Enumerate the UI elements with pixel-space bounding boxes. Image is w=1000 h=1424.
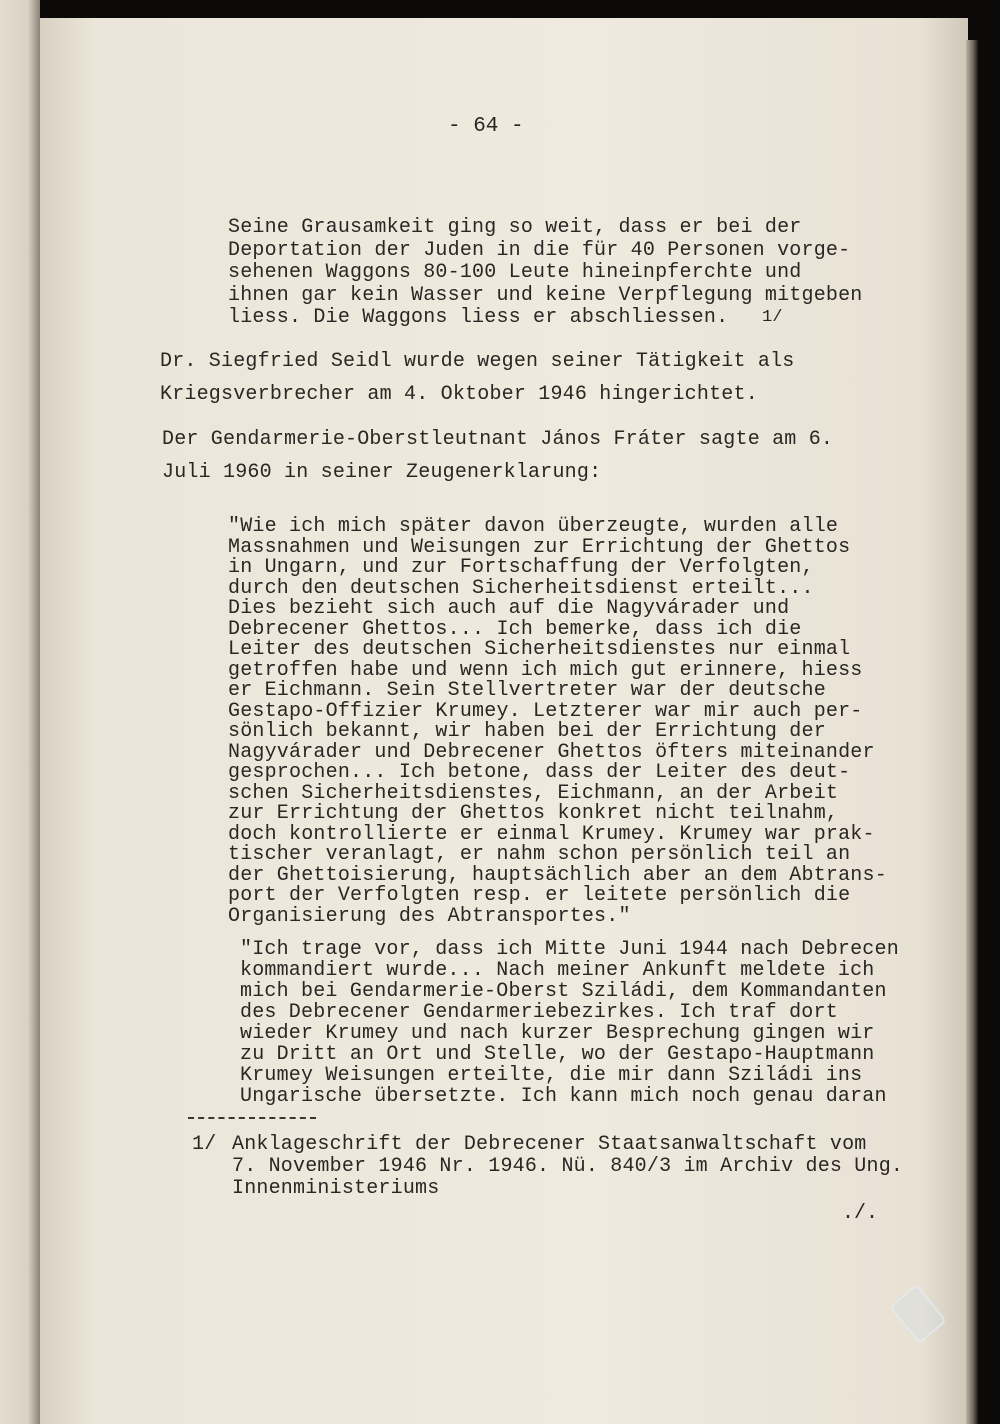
footnote-line: Innenministeriums [232, 1177, 440, 1200]
paragraph-line: Juli 1960 in seiner Zeugenerklarung: [162, 461, 602, 484]
quote-line: in Ungarn, und zur Fortschaffung der Verfolgten, [228, 556, 814, 579]
indented-paragraph-line: Seine Grausamkeit ging so weit, dass er bei der [228, 216, 802, 239]
paragraph-line: Dr. Siegfried Seidl wurde wegen seiner Tätigkeit als [160, 350, 795, 373]
indented-paragraph-line: Deportation der Juden in die für 40 Personen vorge- [228, 238, 851, 262]
quote-line: kommandiert wurde... Nach meiner Ankunft meldete ich [240, 959, 875, 982]
quote-line: Nagyvárader und Debrecener Ghettos öfters miteinander [228, 740, 875, 764]
footnote-line: Anklageschrift der Debrecener Staatsanwaltschaft vom [232, 1133, 867, 1156]
quote-line: der Ghettoisierung, hauptsächlich aber an dem Abtrans- [228, 863, 887, 887]
paragraph-line: Kriegsverbrecher am 4. Oktober 1946 hingerichtet. [160, 383, 758, 406]
quote-line: gesprochen... Ich betone, dass der Leiter des deut- [228, 761, 851, 784]
quote-line: "Ich trage vor, dass ich Mitte Juni 1944 nach Debrecen [240, 938, 899, 961]
indented-paragraph-line: sehenen Waggons 80-100 Leute hineinpferchte und [228, 261, 802, 284]
quote-line: Gestapo-Offizier Krumey. Letzterer war mir auch per- [228, 699, 863, 723]
quote-line: Leiter des deutschen Sicherheitsdienstes nur einmal [228, 638, 851, 661]
footnote-line: 7. November 1946 Nr. 1946. Nü. 840/3 im Archiv des Ung. [232, 1155, 904, 1178]
quote-line: Organisierung des Abtransportes." [228, 904, 631, 928]
adjacent-page-edge [0, 0, 40, 1424]
quote-line: er Eichmann. Sein Stellvertreter war der deutsche [228, 679, 826, 702]
quote-line: des Debrecener Gendarmeriebezirkes. Ich traf dort [240, 1001, 838, 1024]
quote-line: mich bei Gendarmerie-Oberst Sziládi, dem Kommandanten [240, 980, 887, 1003]
quote-line: zu Dritt an Ort und Stelle, wo der Gestapo-Hauptmann [240, 1043, 875, 1066]
quote-line: getroffen habe und wenn ich mich gut erinnere, hiess [228, 658, 863, 682]
indented-paragraph-line: ihnen gar kein Wasser und keine Verpflegung mitgeben [228, 283, 863, 307]
indented-paragraph-line: liess. Die Waggons liess er abschliessen. [228, 306, 729, 329]
quote-line: durch den deutschen Sicherheitsdienst erteilt... [228, 576, 814, 600]
quote-line: "Wie ich mich später davon überzeugte, wurden alle [228, 515, 839, 538]
page-number: - 64 - [448, 115, 524, 138]
quote-line: tischer veranlagt, er nahm schon persönlich teil an [228, 843, 851, 866]
footnote-marker: 1/ [192, 1133, 217, 1156]
quote-line: zur Errichtung der Ghettos konkret nicht teilnahm, [228, 802, 839, 825]
quote-line: Massnahmen und Weisungen zur Errichtung der Ghettos [228, 535, 851, 559]
page-stack-edge [966, 40, 978, 1424]
quote-line: port der Verfolgten resp. er leitete persönlich die [228, 884, 851, 907]
quote-line: Debrecener Ghettos... Ich bemerke, dass ich die [228, 617, 802, 641]
quote-line: doch kontrollierte er einmal Krumey. Krumey war prak- [228, 822, 875, 846]
quote-line: sönlich bekannt, wir haben bei der Errichtung der [228, 720, 826, 743]
continuation-mark: ./. [842, 1202, 879, 1225]
quote-line: schen Sicherheitsdienstes, Eichmann, an der Arbeit [228, 781, 839, 805]
paragraph-line: Der Gendarmerie-Oberstleutnant János Fráter sagte am 6. [162, 428, 834, 451]
quote-line: wieder Krumey und nach kurzer Besprechung gingen wir [240, 1022, 875, 1045]
footnote-reference: 1/ [762, 308, 783, 327]
quote-line: Ungarische übersetzte. Ich kann mich noch genau daran [240, 1085, 887, 1108]
quote-line: Dies bezieht sich auch auf die Nagyvárader und [228, 597, 790, 620]
quote-line: Krumey Weisungen erteilte, die mir dann Sziládi ins [240, 1064, 863, 1087]
footnote-separator [188, 1117, 316, 1119]
